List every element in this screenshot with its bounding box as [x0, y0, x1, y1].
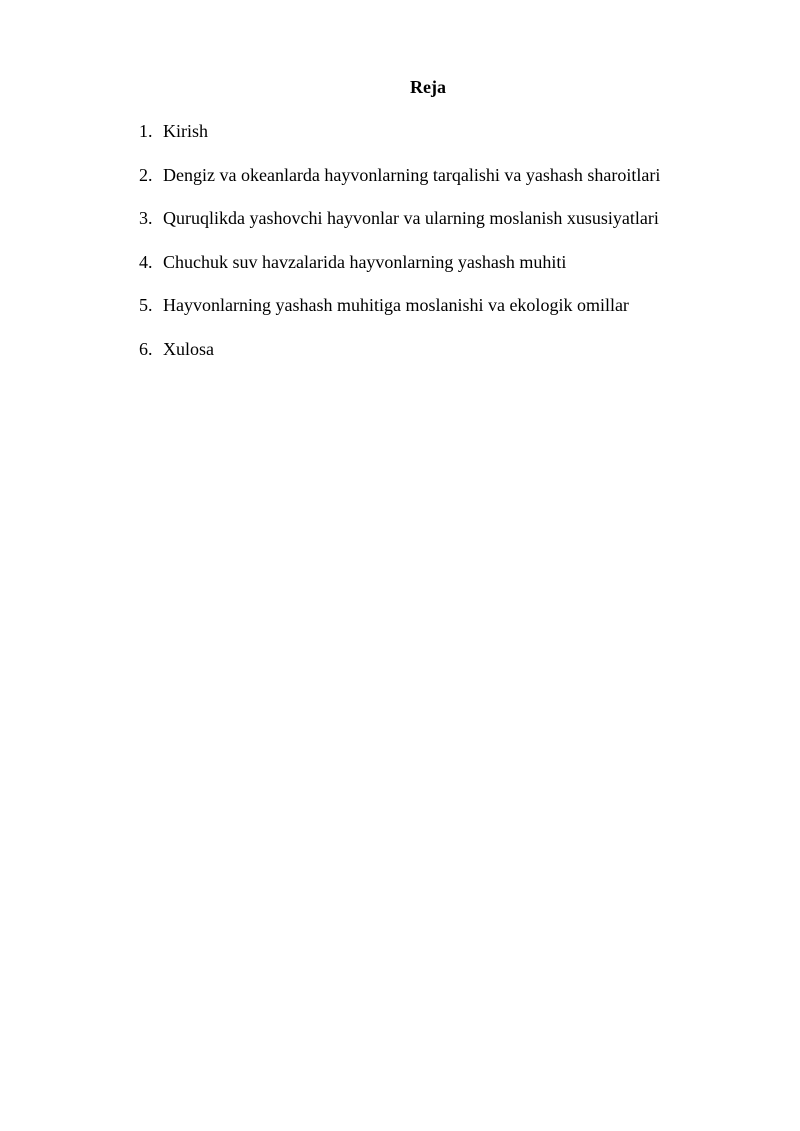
item-text: Chuchuk suv havzalarida hayvonlarning yashash muhiti [163, 251, 567, 272]
item-number: 5. [139, 295, 153, 316]
item-number: 2. [139, 164, 153, 185]
item-text: Xulosa [163, 338, 214, 359]
item-number: 3. [139, 208, 153, 229]
outline-item-6 [139, 338, 660, 382]
outline-list [139, 120, 660, 382]
outline-item-3 [139, 207, 660, 251]
outline-item-2 [139, 164, 660, 208]
item-text: Dengiz va okeanlarda hayvonlarning tarqalishi va yashash sharoitlari [163, 164, 661, 185]
item-text: Quruqlikda yashovchi hayvonlar va ularning moslanish xususiyatlari [163, 208, 659, 229]
outline-item-4 [139, 251, 660, 295]
item-number: 4. [139, 251, 153, 272]
outline-item-1 [139, 120, 660, 164]
item-number: 1. [139, 121, 153, 141]
outline-item-5 [139, 294, 660, 338]
page-title: Reja [410, 77, 446, 97]
item-number: 6. [139, 338, 153, 359]
item-text: Hayvonlarning yashash muhitiga moslanishi va ekologik omillar [163, 295, 629, 316]
item-text: Kirish [163, 121, 208, 141]
